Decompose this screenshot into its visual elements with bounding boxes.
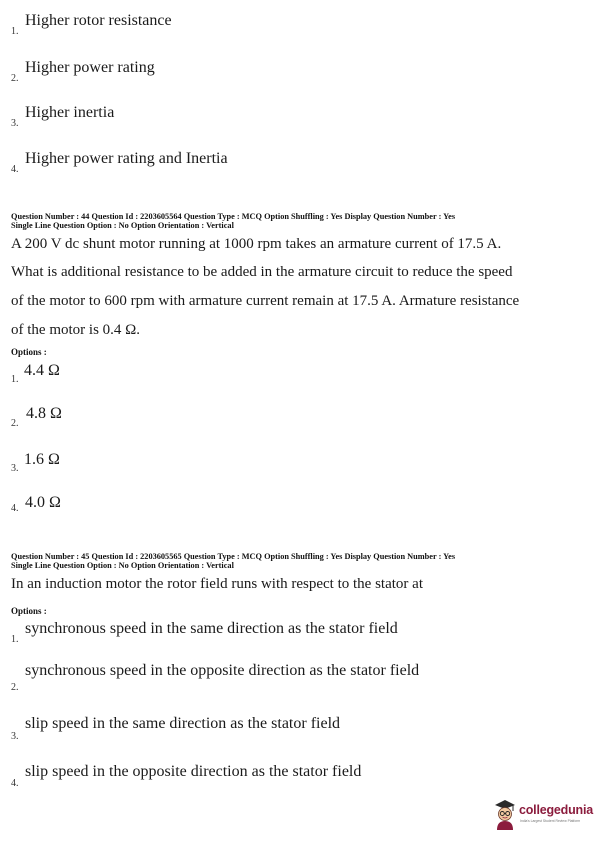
option-text: Higher power rating xyxy=(25,59,155,76)
question-text: In an induction motor the rotor field runs with respect to the stator at xyxy=(11,576,423,592)
question-text: What is additional resistance to be added in the armature circuit to reduce the speed xyxy=(11,264,513,280)
options-label: Options : xyxy=(11,347,47,357)
option-text: 4.0 Ω xyxy=(25,494,61,511)
logo-wordmark: collegedunia xyxy=(519,803,594,817)
option-number: 1. xyxy=(11,374,19,385)
question-meta: Question Number : 44 Question Id : 2203605564 Question Type : MCQ Option Shuffling : Yes Display Question Number : Yes xyxy=(11,212,456,221)
option-number: 2. xyxy=(11,682,19,693)
option-number: 3. xyxy=(11,463,19,474)
option-text: 4.8 Ω xyxy=(26,405,62,422)
option-text: synchronous speed in the opposite direction as the stator field xyxy=(25,662,420,679)
question-text: of the motor is 0.4 Ω. xyxy=(11,322,141,338)
option-text: slip speed in the same direction as the stator field xyxy=(25,715,341,732)
options-label: Options : xyxy=(11,606,47,616)
option-text: Higher rotor resistance xyxy=(25,12,172,29)
question-text: A 200 V dc shunt motor running at 1000 rpm takes an armature current of 17.5 A. xyxy=(11,236,502,252)
collegedunia-logo xyxy=(493,799,594,833)
option-number: 3. xyxy=(11,731,19,742)
question-meta: Single Line Question Option : No Option Orientation : Vertical xyxy=(11,221,234,230)
option-number: 1. xyxy=(11,634,19,645)
option-text: 1.6 Ω xyxy=(24,451,60,468)
option-number: 1. xyxy=(11,26,19,37)
question-meta: Single Line Question Option : No Option Orientation : Vertical xyxy=(11,561,234,570)
graduate-mascot-icon xyxy=(493,799,517,831)
option-text: 4.4 Ω xyxy=(24,362,60,379)
option-number: 4. xyxy=(11,164,19,175)
option-number: 2. xyxy=(11,418,19,429)
option-number: 3. xyxy=(11,118,19,129)
question-meta: Question Number : 45 Question Id : 2203605565 Question Type : MCQ Option Shuffling : Yes Display Question Number : Yes xyxy=(11,552,456,561)
logo-tagline: India's Largest Student Review Platform xyxy=(520,819,581,823)
question-text: of the motor to 600 rpm with armature current remain at 17.5 A. Armature resistance xyxy=(11,293,520,309)
option-text: Higher inertia xyxy=(25,104,115,121)
option-text: slip speed in the opposite direction as the stator field xyxy=(25,763,362,780)
option-number: 4. xyxy=(11,778,19,789)
option-number: 4. xyxy=(11,503,19,514)
option-number: 2. xyxy=(11,73,19,84)
option-text: Higher power rating and Inertia xyxy=(25,150,228,167)
option-text: synchronous speed in the same direction as the stator field xyxy=(25,620,398,637)
